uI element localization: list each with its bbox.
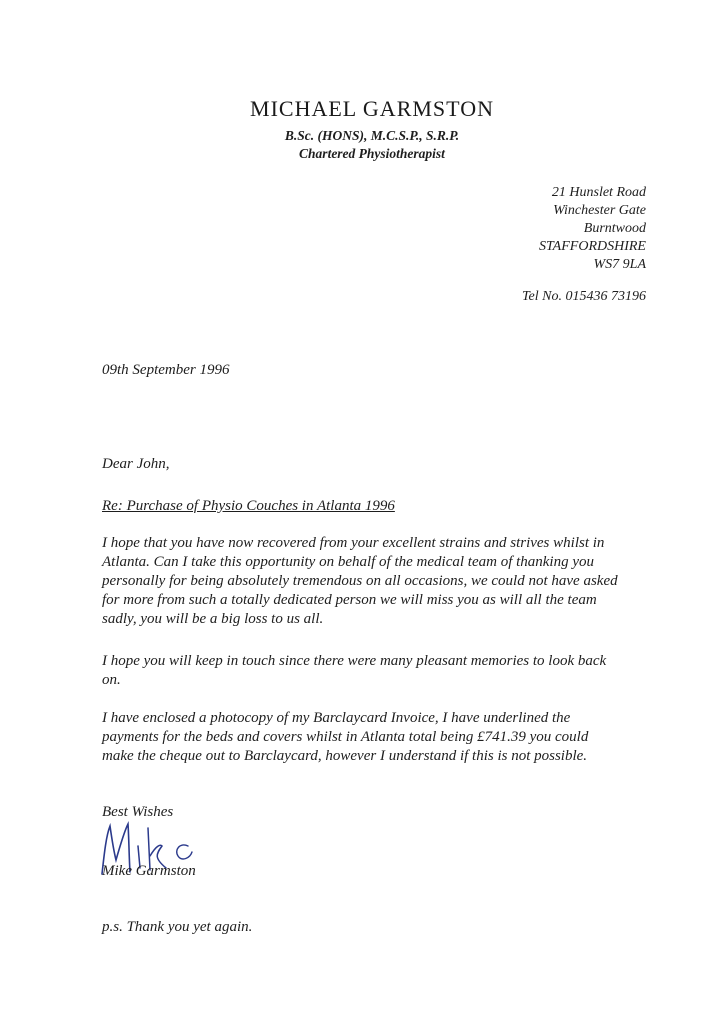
letter-greeting: Dear John,: [102, 456, 170, 472]
letterhead-title: Chartered Physiotherapist: [299, 146, 445, 161]
letter-date: 09th September 1996: [102, 362, 230, 378]
address-line: 21 Hunslet Road: [551, 185, 646, 200]
postscript: p.s. Thank you yet again.: [102, 919, 253, 935]
body-paragraph: I have enclosed a photocopy of my Barclaycard Invoice, I have underlined the payments for the beds and covers whilst in Atlanta total being £741.39 you could make the cheque out to Barclaycard, however I understand if this is not possible.: [102, 710, 589, 764]
address-line: Winchester Gate: [553, 203, 646, 218]
telephone-number: Tel No. 015436 73196: [522, 289, 646, 304]
letter-closing: Best Wishes: [102, 804, 174, 820]
address-line: WS7 9LA: [593, 257, 646, 272]
body-paragraph: I hope that you have now recovered from your excellent strains and strives whilst in Atlanta. Can I take this opportunity on behalf of the medical team of thanking you personally for being absolutely tremendous on all occasions, we could not have asked for more from such a totally dedicated person we will miss you as will all the team sadly, you will be a big loss to us all.: [102, 535, 618, 627]
signatory-name: Mike Garmston: [102, 863, 196, 879]
sender-address: [539, 184, 646, 274]
address-line: STAFFORDSHIRE: [538, 239, 646, 254]
body-paragraph: I hope you will keep in touch since there were many pleasant memories to look back on.: [102, 653, 607, 688]
letterhead-name: MICHAEL GARMSTON: [250, 96, 494, 121]
address-line: Burntwood: [583, 221, 646, 236]
letter-subject: Re: Purchase of Physio Couches in Atlanta 1996: [102, 498, 395, 514]
letterhead-qualifications: B.Sc. (HONS), M.C.S.P., S.R.P.: [284, 128, 460, 143]
